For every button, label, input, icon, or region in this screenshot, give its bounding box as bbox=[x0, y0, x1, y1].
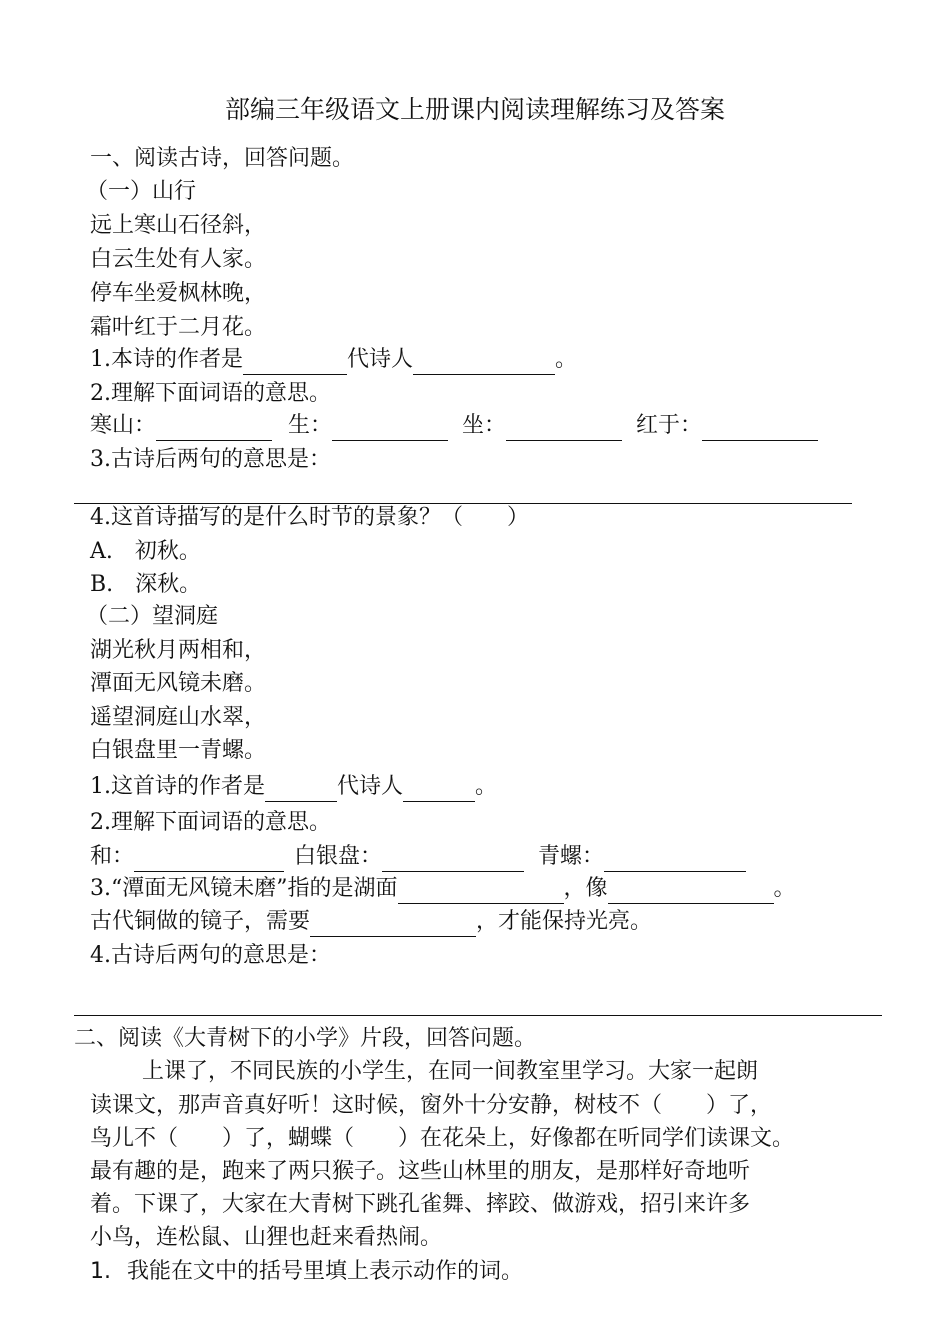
poem-2-question-3b bbox=[90, 907, 652, 937]
term-hongyu: 红于： bbox=[636, 413, 703, 438]
poem-2-question-4: 4.古诗后两句的意思是： bbox=[90, 943, 331, 968]
poem-1-line-2: 白云生处有人家。 bbox=[90, 247, 267, 272]
passage-line-6: 小鸟，连松鼠、山狸也赶来看热闹。 bbox=[90, 1225, 443, 1250]
passage-line-4: 最有趣的是，跑来了两只猴子。这些山林里的朋友，是那样好奇地听 bbox=[90, 1159, 751, 1184]
poet-blank-2[interactable] bbox=[403, 775, 475, 802]
poem-1-line-1: 远上寒山石径斜， bbox=[90, 213, 267, 238]
poem-1-question-3: 3.古诗后两句的意思是： bbox=[90, 447, 331, 472]
term-he: 和： bbox=[90, 844, 135, 869]
poem-2-answer-line[interactable] bbox=[74, 1015, 882, 1016]
poem-1-option-b: B. 深秋。 bbox=[90, 572, 202, 597]
poem-1-question-1 bbox=[90, 345, 577, 375]
q3-text-b: ，像 bbox=[563, 876, 608, 901]
page-title: 部编三年级语文上册课内阅读理解练习及答案 bbox=[224, 95, 725, 124]
q3b-blank[interactable] bbox=[310, 910, 476, 937]
term-baiyinpan: 白银盘： bbox=[294, 844, 383, 869]
passage-line-5: 着。下课了，大家在大青树下跳孔雀舞、摔跤、做游戏，招引来许多 bbox=[90, 1192, 751, 1217]
q3-blank-2[interactable] bbox=[608, 877, 774, 904]
poet-blank[interactable] bbox=[413, 348, 555, 375]
term-hanshan: 寒山： bbox=[90, 413, 157, 438]
poem-2-question-1 bbox=[90, 772, 497, 802]
term-hongyu-blank[interactable] bbox=[702, 414, 818, 441]
section-1-heading: 一、阅读古诗，回答问题。 bbox=[90, 146, 355, 171]
section-2-question-1 bbox=[90, 1257, 523, 1287]
term-qingluo-blank[interactable] bbox=[604, 845, 746, 872]
passage-line-2: 读课文，那声音真好听！这时候，窗外十分安静，树枝不（ ）了， bbox=[90, 1093, 773, 1118]
poem-1-question-4: 4.这首诗描写的是什么时节的景象？（ ） bbox=[90, 505, 529, 530]
term-qingluo: 青螺： bbox=[538, 844, 605, 869]
passage-line-3: 鸟儿不（ ）了，蝴蝶（ ）在花朵上，好像都在听同学们读课文。 bbox=[90, 1126, 795, 1151]
q3b-text-b: ，才能保持光亮。 bbox=[476, 909, 653, 934]
q1-text-c: 。 bbox=[555, 347, 578, 372]
question-number: 1. bbox=[90, 1259, 111, 1284]
q1-text-a: 1.这首诗的作者是 bbox=[90, 774, 265, 799]
poem-1-line-4: 霜叶红于二月花。 bbox=[90, 315, 267, 340]
poem-2-line-2: 潭面无风镜未磨。 bbox=[90, 671, 267, 696]
q1-text-c: 。 bbox=[475, 774, 498, 799]
q1-text-b: 代诗人 bbox=[347, 347, 414, 372]
poem-2-question-2: 2.理解下面词语的意思。 bbox=[90, 810, 331, 835]
term-he-blank[interactable] bbox=[134, 845, 284, 872]
poem-1-terms-row bbox=[90, 411, 818, 441]
poem-2-line-4: 白银盘里一青螺。 bbox=[90, 738, 267, 763]
poem-2-question-3 bbox=[90, 874, 796, 904]
poem-2-line-1: 湖光秋月两相和， bbox=[90, 638, 267, 663]
poem-1-option-a: A. 初秋。 bbox=[90, 539, 201, 564]
poem-1-question-2: 2.理解下面词语的意思。 bbox=[90, 381, 331, 406]
q3b-text-a: 古代铜做的镜子，需要 bbox=[90, 909, 311, 934]
dynasty-blank-2[interactable] bbox=[265, 775, 337, 802]
term-zuo: 坐： bbox=[462, 413, 507, 438]
term-zuo-blank[interactable] bbox=[506, 414, 622, 441]
question-text: 我能在文中的括号里填上表示动作的词。 bbox=[127, 1259, 524, 1284]
q1-text-b: 代诗人 bbox=[337, 774, 404, 799]
poem-2-line-3: 遥望洞庭山水翠， bbox=[90, 705, 267, 730]
poem-2-terms-row bbox=[90, 842, 746, 872]
q3-text-c: 。 bbox=[773, 876, 796, 901]
poem-1-line-3: 停车坐爱枫林晚， bbox=[90, 281, 267, 306]
q3-text-a: 3.“潭面无风镜未磨”指的是湖面 bbox=[90, 876, 398, 901]
poem-1-title: （一）山行 bbox=[86, 179, 197, 204]
term-baiyinpan-blank[interactable] bbox=[382, 845, 524, 872]
poem-2-title: （二）望洞庭 bbox=[86, 604, 219, 629]
term-sheng-blank[interactable] bbox=[332, 414, 448, 441]
q1-text-a: 1.本诗的作者是 bbox=[90, 347, 243, 372]
passage-line-1: 上课了，不同民族的小学生，在同一间教室里学习。大家一起朗 bbox=[142, 1059, 759, 1084]
q3-blank-1[interactable] bbox=[398, 877, 564, 904]
dynasty-blank[interactable] bbox=[243, 348, 347, 375]
section-2-heading: 二、阅读《大青树下的小学》片段，回答问题。 bbox=[74, 1026, 537, 1051]
term-hanshan-blank[interactable] bbox=[156, 414, 272, 441]
term-sheng: 生： bbox=[288, 413, 333, 438]
